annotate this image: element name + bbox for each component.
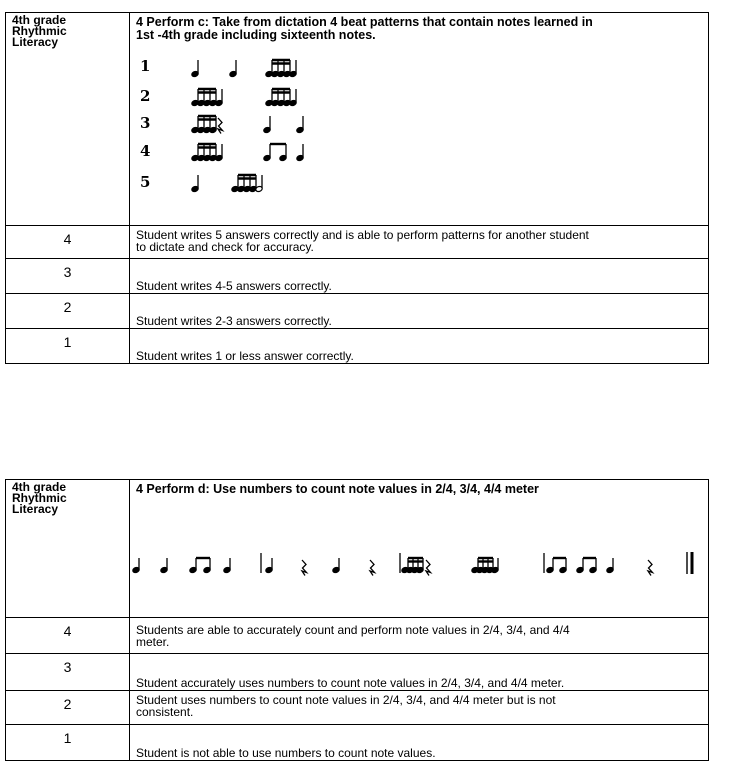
- criteria-line: Student uses numbers to count note values in 2/4, 3/4, and 4/4 meter but is not: [136, 693, 556, 707]
- quarter-rest: [302, 560, 307, 576]
- score-row: [6, 226, 709, 259]
- grade-label-cell: [6, 13, 130, 226]
- rubric-table-dictation: [5, 12, 709, 364]
- criteria-cell: [130, 226, 709, 259]
- criteria-cell: [130, 725, 709, 761]
- pattern-number: 1: [140, 57, 151, 75]
- grade-label-line: Rhythmic: [12, 491, 67, 505]
- criteria-line: Student writes 2-3 answers correctly.: [136, 314, 332, 328]
- criteria-line: Students are able to accurately count and perform note values in 2/4, 3/4, and 4/4: [136, 623, 570, 637]
- criteria-cell: [130, 654, 709, 691]
- grade-label-line: 4th grade: [12, 480, 67, 494]
- pattern-number: 2: [140, 87, 151, 105]
- score-row: [6, 259, 709, 294]
- criteria-line: Student writes 1 or less answer correctly.: [136, 349, 354, 363]
- score-row: [6, 691, 709, 725]
- criteria-line: Student writes 4-5 answers correctly.: [136, 279, 332, 293]
- standard-cell: [130, 13, 709, 226]
- criteria-line: to dictate and check for accuracy.: [136, 240, 314, 254]
- grade-label-line: Literacy: [12, 502, 59, 516]
- criteria-cell: [130, 294, 709, 329]
- standard-row: [6, 13, 709, 226]
- quarter-rest: [648, 560, 653, 576]
- criteria-line: Student writes 5 answers correctly and is able to perform patterns for another student: [136, 228, 589, 242]
- grade-label-line: Literacy: [12, 35, 59, 49]
- score-row: [6, 654, 709, 691]
- score-cell: 3: [6, 259, 130, 294]
- grade-label-line: Rhythmic: [12, 24, 67, 38]
- rhythm-notation: [132, 552, 692, 576]
- criteria-line: Student accurately uses numbers to count note values in 2/4, 3/4, and 4/4 meter.: [136, 676, 565, 690]
- criteria-line: meter.: [136, 635, 170, 649]
- standard-title-line: 4 Perform d: Use numbers to count note values in 2/4, 3/4, 4/4 meter: [136, 482, 539, 496]
- score-row: [6, 329, 709, 364]
- criteria-line: consistent.: [136, 705, 194, 719]
- standard-cell: [130, 480, 709, 618]
- score-cell: 1: [6, 329, 130, 364]
- quarter-rest: [218, 118, 223, 134]
- criteria-cell: [130, 691, 709, 725]
- pattern-number: 5: [140, 173, 151, 191]
- rubric-table-counting: [5, 479, 709, 761]
- standard-row: [6, 480, 709, 618]
- grade-label-cell: [6, 480, 130, 618]
- score-cell: 1: [6, 725, 130, 761]
- score-row: [6, 618, 709, 654]
- score-row: [6, 294, 709, 329]
- standard-title-line: 4 Perform c: Take from dictation 4 beat patterns that contain notes learned in: [136, 15, 593, 29]
- pattern-number: 3: [140, 114, 151, 132]
- criteria-cell: [130, 618, 709, 654]
- criteria-line: Student is not able to use numbers to count note values.: [136, 746, 436, 760]
- meter-rhythm-figure: [130, 534, 716, 594]
- pattern-number: 4: [140, 142, 151, 160]
- score-cell: 2: [6, 294, 130, 329]
- rhythm-patterns-figure: [136, 46, 336, 206]
- criteria-cell: [130, 329, 709, 364]
- score-cell: 4: [6, 226, 130, 259]
- score-cell: 2: [6, 691, 130, 725]
- criteria-cell: [130, 259, 709, 294]
- rhythm-notation: [191, 60, 304, 192]
- grade-label-line: 4th grade: [12, 13, 67, 27]
- quarter-rest: [426, 560, 431, 576]
- score-cell: 4: [6, 618, 130, 654]
- score-row: [6, 725, 709, 761]
- score-cell: 3: [6, 654, 130, 691]
- quarter-rest: [370, 560, 375, 576]
- standard-title-line: 1st -4th grade including sixteenth notes.: [136, 28, 376, 42]
